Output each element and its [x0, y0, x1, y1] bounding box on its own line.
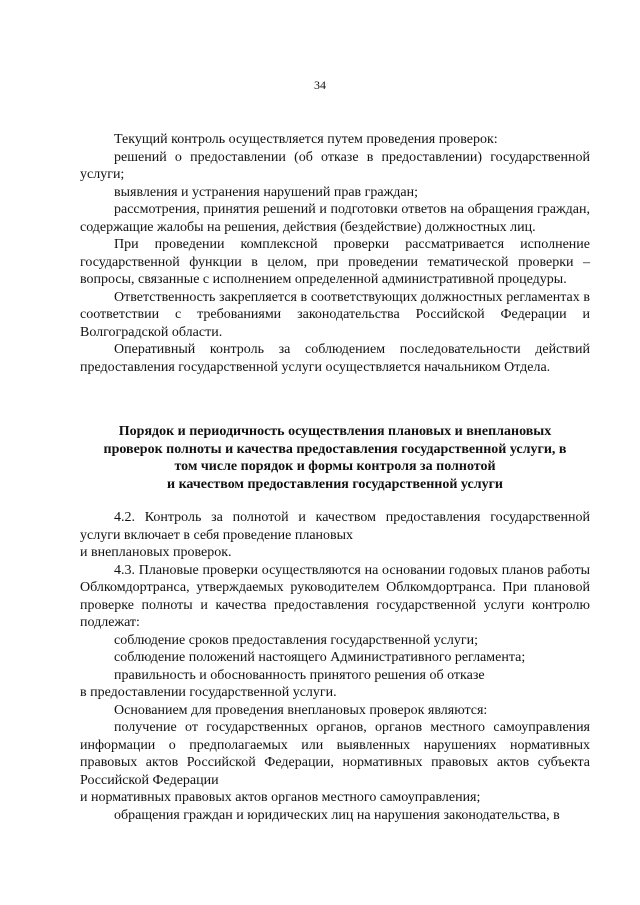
paragraph: получение от государственных органов, органов местного самоуправления информации о предполагаемых или выявленных нарушениях нормативных правовых актов Российской Федерации, нормативных правовых актов субъекта Российской Федерации	[80, 720, 590, 788]
paragraph: в предоставлении государственной услуги.	[80, 685, 337, 700]
paragraph: Оперативный контроль за соблюдением последовательности действий предоставления государственной услуги осуществляется начальником Отдела.	[80, 342, 590, 375]
heading-line: и качеством предоставления государственной услуги	[167, 476, 503, 492]
paragraph: правильность и обоснованность принятого решения об отказе	[114, 667, 485, 683]
heading-line: проверок полноты и качества предоставления государственной услуги, в	[103, 441, 567, 457]
paragraph: решений о предоставлении (об отказе в предоставлении) государственной услуги;	[80, 149, 590, 182]
paragraph: 4.3. Плановые проверки осуществляются на основании годовых планов работы Облкомдортранса, утверждаемых руководителем Облкомдортранса. При плановой проверке полноты и качества предоставления государственной услуги контролю подлежат:	[80, 562, 590, 630]
inspection-section-text	[80, 509, 590, 824]
paragraph: соблюдение положений настоящего Административного регламента;	[114, 650, 526, 665]
page-number: 34	[314, 78, 326, 92]
paragraph: соблюдение сроков предоставления государственной услуги;	[114, 632, 479, 648]
paragraph: Текущий контроль осуществляется путем проведения проверок:	[114, 132, 498, 147]
heading-line: Порядок и периодичность осуществления плановых и внеплановых	[118, 424, 552, 439]
paragraph: рассмотрения, принятия решений и подготовки ответов на обращения граждан, содержащие жалобы на решения, действия (бездействие) должностных лиц.	[80, 202, 590, 235]
paragraph: Основанием для проведения внеплановых проверок являются:	[114, 702, 488, 718]
control-section-text	[80, 131, 590, 376]
paragraph: Ответственность закрепляется в соответствующих должностных регламентах в соответствии с требованиями законодательства Российской Федерации и Волгоградской области.	[80, 289, 590, 340]
paragraph: При проведении комплексной проверки рассматривается исполнение государственной функции в целом, при проведении тематической проверки – вопросы, связанные с исполнением определенной административной процедуры.	[80, 237, 590, 287]
paragraph: выявления и устранения нарушений прав граждан;	[114, 184, 419, 200]
paragraph: обращения граждан и юридических лиц на нарушения законодательства, в	[114, 807, 560, 823]
paragraph: и внеплановых проверок.	[80, 545, 232, 560]
paragraph: 4.2. Контроль за полнотой и качеством предоставления государственной услуги включает в себя проведение плановых	[80, 510, 590, 543]
section-heading	[86, 423, 584, 493]
paragraph: и нормативных правовых актов органов местного самоуправления;	[80, 790, 481, 805]
heading-line: том числе порядок и формы контроля за полнотой	[174, 459, 496, 474]
